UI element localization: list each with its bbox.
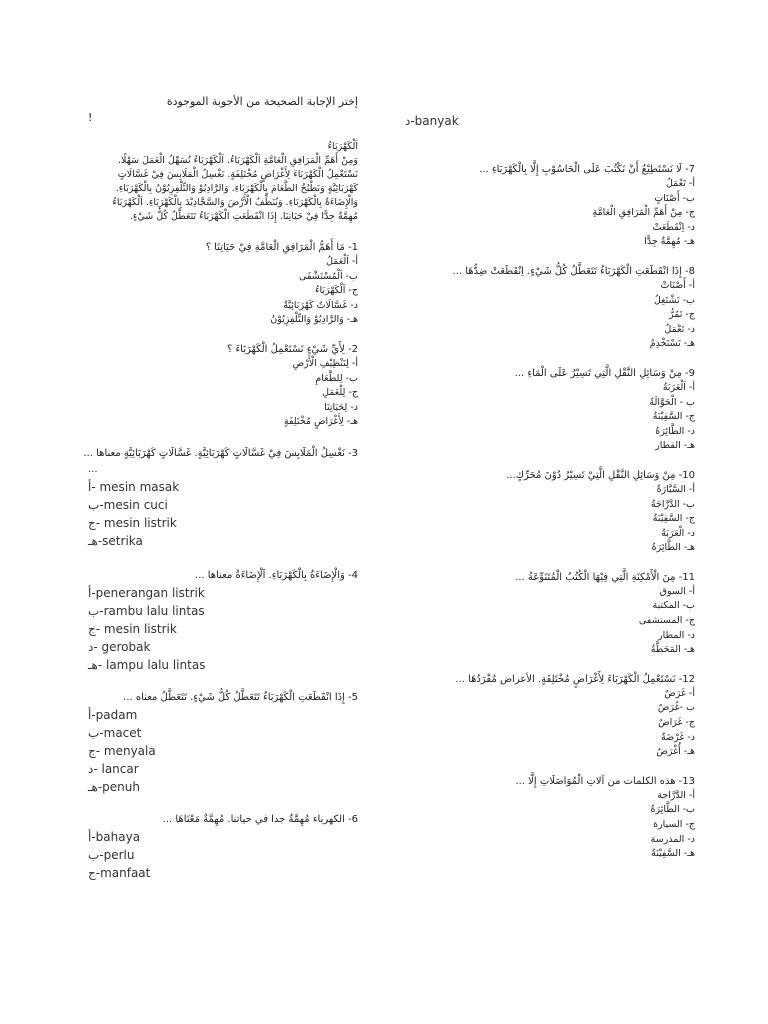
reading-passage	[88, 140, 358, 224]
answer-option[interactable]: ج- المستشفى	[638, 615, 695, 627]
answer-option[interactable]: هـ- الطَّائِرَةُ	[651, 542, 695, 554]
question-text: 10- مِنْ وَسَائِلِ النَّقْلِ الَّتِيْ تَسِيْرُ دُوْنَ مُحَرِّكٍ...	[506, 469, 695, 481]
passage-title: اَلْكَهْرَبَاءُ	[327, 141, 358, 152]
answer-option[interactable]: هـ- تَسْتَخْدِمُ	[649, 338, 695, 350]
question-text: 13- هذه الكلمات من آلاتِ الْمُوَاصَلَاتِ إِلَّا ...	[515, 775, 695, 787]
answer-option[interactable]: د- اِنْقَطَعَتْ	[652, 221, 695, 233]
answer-option[interactable]: أ- تَعْمَلُ	[665, 178, 695, 189]
question-13	[405, 774, 695, 862]
left-column	[83, 94, 358, 882]
question-1	[88, 240, 358, 328]
question-text: 2- لِأَيِّ شَيْءٍ نَسْتَعْمِلُ الْكَهْرَبَاءَ ؟	[226, 343, 358, 355]
answer-option[interactable]: أ- اَلْعَمَلُ	[326, 256, 358, 267]
answer-option[interactable]: هـ- القطار	[655, 440, 695, 452]
answer-option[interactable]: ج- mesin listrik	[88, 621, 177, 636]
answer-option[interactable]: ج- لِلْعَمَلِ	[322, 387, 358, 399]
answer-option[interactable]: أ- السوق	[659, 585, 695, 597]
answer-option[interactable]: أ-penerangan listrik	[88, 585, 205, 600]
question-12	[405, 672, 695, 760]
answer-option[interactable]: ج- السيارة	[653, 819, 695, 830]
answer-option[interactable]: ب-perlu	[88, 847, 135, 862]
answer-option[interactable]: ج- السَّفِيْنَةُ	[652, 513, 695, 525]
answer-option[interactable]: هـ- أُغْرَضٌ	[656, 746, 695, 758]
question-9	[405, 366, 695, 454]
question-text: 8- إِذَا انْقَطَعَتِ الْكَهْرَبَاءُ تَتَعَطَّلُ كُلُّ شَيْءٍ. اِنْقَطَعَتْ ضِدُّهَا ...	[452, 265, 695, 277]
answer-option[interactable]: أ- أَصْنَاتْ	[660, 279, 695, 291]
question-text: 11- مِنَ الْأَمْكِنَةِ الَّتِي فِيْهَا الْكُتُبُ الْمُتَنَوِّعَةُ ...	[515, 571, 695, 583]
answer-option[interactable]: د- لِحَيَاتِنَا	[324, 401, 358, 413]
answer-option[interactable]: ج- مِنْ أَهَمِّ الْمَرَافِقِ الْعَامَّةِ	[592, 207, 695, 219]
answer-option[interactable]: ب- الطَّائِرَةُ	[650, 804, 695, 816]
right-column	[405, 112, 695, 862]
question-10	[405, 468, 695, 556]
answer-option[interactable]: د- غَرْضَةٌ	[660, 731, 695, 743]
answer-option[interactable]: د- lancar	[88, 761, 139, 776]
answer-option[interactable]: هـ- lampu lalu lintas	[88, 657, 206, 672]
answer-option[interactable]: أ- اَلْعَرَبَةُ	[662, 381, 695, 393]
answer-option[interactable]: ب-rambu lalu lintas	[88, 603, 205, 618]
answer-option[interactable]: ب-macet	[88, 725, 142, 740]
answer-option[interactable]: ج- السَّفِيْنَةُ	[652, 411, 695, 423]
answer-option[interactable]: هـ- المَحَطَّةُ	[650, 644, 695, 656]
answer-option[interactable]: ب- اَلْمُسْتَشْفَى	[299, 270, 358, 282]
question-6	[88, 812, 358, 882]
answer-option[interactable]: هـ-penuh	[88, 779, 140, 794]
answer-option[interactable]: أ- لِتَنْظِيْفِ الْأَرْضِ	[292, 357, 358, 369]
question-2	[88, 342, 358, 430]
answer-option[interactable]: ج- mesin listrik	[88, 515, 177, 530]
question-7	[405, 162, 695, 250]
answer-option[interactable]: ج- غَرَاضٌ	[658, 717, 695, 729]
answer-option[interactable]: هـ-setrika	[88, 533, 143, 548]
answer-option[interactable]: د- المطار	[658, 629, 695, 641]
question-text: 1- مَا أَهَمُّ الْمَرَافِقِ الْعَامَّةِ فِيْ حَيَاتِنَا ؟	[205, 242, 358, 253]
question-5	[88, 690, 358, 796]
question-text: 12- نَسْتَعْمِلُ الْكَهْرَبَاءَ لِأَغْرَاضٍ مُخْتَلِفَةٍ. الأعراض مُفْرَدُهَا ...	[455, 673, 695, 685]
passage-line: وَمِنْ أَهَمِّ الْمَرَافِقِ الْعَامَّةِ اَلْكَهْرَبَاءُ. اَلْكَهْرَبَاءُ تُسَهِّلُ الْعَمَلَ سَهْلًا.	[118, 155, 358, 166]
question-continuation: ...	[88, 463, 98, 475]
instruction-text: إختر الإجابة الصحيحة من الأجوبة الموجودة	[166, 95, 358, 108]
passage-line: نَسْتَعْمِلُ الْكَهْرَبَاءَ لِأَغْرَاضٍ مُخْتَلِفَةٍ. نَغْسِلُ الْمَلَابِسَ فِيْ غَسَّالَاتٍ	[117, 169, 358, 180]
answer-option[interactable]: ج-manfaat	[88, 865, 151, 880]
question-text: 3- نَغْسِلُ الْمَلَابِسَ فِيْ غَسَّالَاتٍ كَهْرَبَائِيَّةٍ. غَسَّالَاتٍ كَهْرَبَائِيَّةٍ معناها ...	[83, 447, 358, 459]
answer-option[interactable]: ب- لِلطَّعَامِ	[315, 372, 358, 384]
answer-option[interactable]: د- تَعْمَلُ	[664, 323, 695, 335]
answer-option[interactable]: ج- menyala	[88, 743, 156, 758]
question-3	[83, 446, 358, 550]
answer-option[interactable]: د- الْعَرَبَةُ	[661, 527, 695, 539]
answer-option[interactable]: ب-mesin cuci	[88, 497, 168, 512]
exclamation-mark: !	[88, 111, 93, 124]
instruction-heading	[88, 94, 358, 110]
answer-option[interactable]: ب- الدَّرَّاجَةُ	[650, 498, 695, 510]
question-text: 5- إِذَا انْقَطَعَتِ الْكَهْرَبَاءُ تَتَعَطَّلُ كُلُّ شَيْءٍ. تَتَعَطَّلُ معناه ...	[123, 691, 358, 703]
question-8	[405, 264, 695, 352]
passage-line: كَهْرَبَائِيَّةٍ وَنَطْبُخُ الطَّعَامَ بِالْكَهْرَبَاءِ. وَالرَّادِيُوْ وَالتِّلْفِزِيُوْنُ بِالْكَهْرَبَاءِ.	[115, 183, 358, 194]
answer-option[interactable]: ج- تَمُرُّ	[669, 309, 695, 321]
question-11	[405, 570, 695, 658]
answer-option[interactable]: ب - الْحَوَّالَةُ	[649, 396, 695, 408]
answer-option[interactable]: أ- غَرَضٌ	[664, 687, 695, 699]
answer-option[interactable]: ب- المكتبة	[652, 600, 695, 612]
answer-option[interactable]: هـ- لِأَغْرَاضٍ مُخْتَلِفَةٍ	[283, 416, 358, 428]
answer-option[interactable]: أ- mesin masak	[88, 479, 180, 494]
answer-option[interactable]: هـ- مُهِمَّةٌ جِدًّا	[644, 236, 695, 248]
answer-option[interactable]: د- المدرسة	[650, 833, 695, 845]
answer-option[interactable]: ب- أَصْنَاتٍ	[654, 192, 695, 204]
passage-line: مُهِمَّةٌ جِدًّا فِيْ حَيَاتِنَا. إِذَا انْقَطَعَتِ الْكَهْرَبَاءُ تَتَعَطَّلُ كُلُّ شَيْءٍ.	[129, 211, 358, 222]
answer-option[interactable]: ب- تَشْتَغِلُ	[653, 294, 695, 306]
answer-option[interactable]: أ-bahaya	[88, 829, 141, 844]
answer-option[interactable]: ج- اَلْكَهْرَبَاءُ	[315, 285, 358, 297]
answer-option[interactable]: د- gerobak	[88, 639, 151, 654]
question-text: 6- الكهرباء مُهِمَّةٌ جدا في حياتنا. مُهِمَّةٌ مَعْنَاهَا ...	[162, 813, 358, 825]
answer-option[interactable]: أ- السَّيَّارَةُ	[656, 483, 695, 495]
answer-option[interactable]: هـ- وَالرَّادِيُوْ وَالتِّلْفِزِيُوْنُ	[270, 314, 358, 326]
answer-option-continued[interactable]: د-banyak	[405, 114, 459, 128]
answer-option[interactable]: أ-padam	[88, 707, 138, 722]
passage-line: وَالْإِضَاءَةُ بِالْكَهْرَبَاءِ. وَنُنَظِّفُ الْأَرْضَ وَالسَّجَّادِيْدَ بِالْكَهْرَبَاءِ. اَلْكَهْرَبَاءُ	[112, 197, 358, 208]
answer-option[interactable]: أ- الدَّرَّاجة	[657, 789, 695, 801]
question-text: 9- مِنْ وَسَائِلِ النَّقْلِ الَّتِي تَسِيْرُ عَلَى الْمَاءِ ...	[514, 367, 695, 379]
answer-option[interactable]: د- غَسَّالَاتٌ كَهْرَبَائِيَّةٌ	[283, 299, 358, 311]
question-text: 7- لَا نَسْتَطِيْعُ أَنْ نَكْتُبَ عَلَى الْحَاسُوْبِ إِلَّا بِالْكَهْرَبَاءِ ...	[479, 164, 695, 175]
answer-option[interactable]: د- الطَّائِرَةُ	[655, 425, 695, 437]
question-4	[88, 568, 358, 674]
answer-option[interactable]: هـ- السَّفِيْنَةُ	[651, 848, 695, 860]
question-text: 4- وَالْإِضَاءَةُ بِالْكَهْرَبَاءِ. اَلْإِضَاءَةُ معناها ...	[195, 569, 358, 581]
answer-option[interactable]: ب -غُرَضٌ	[657, 702, 695, 714]
